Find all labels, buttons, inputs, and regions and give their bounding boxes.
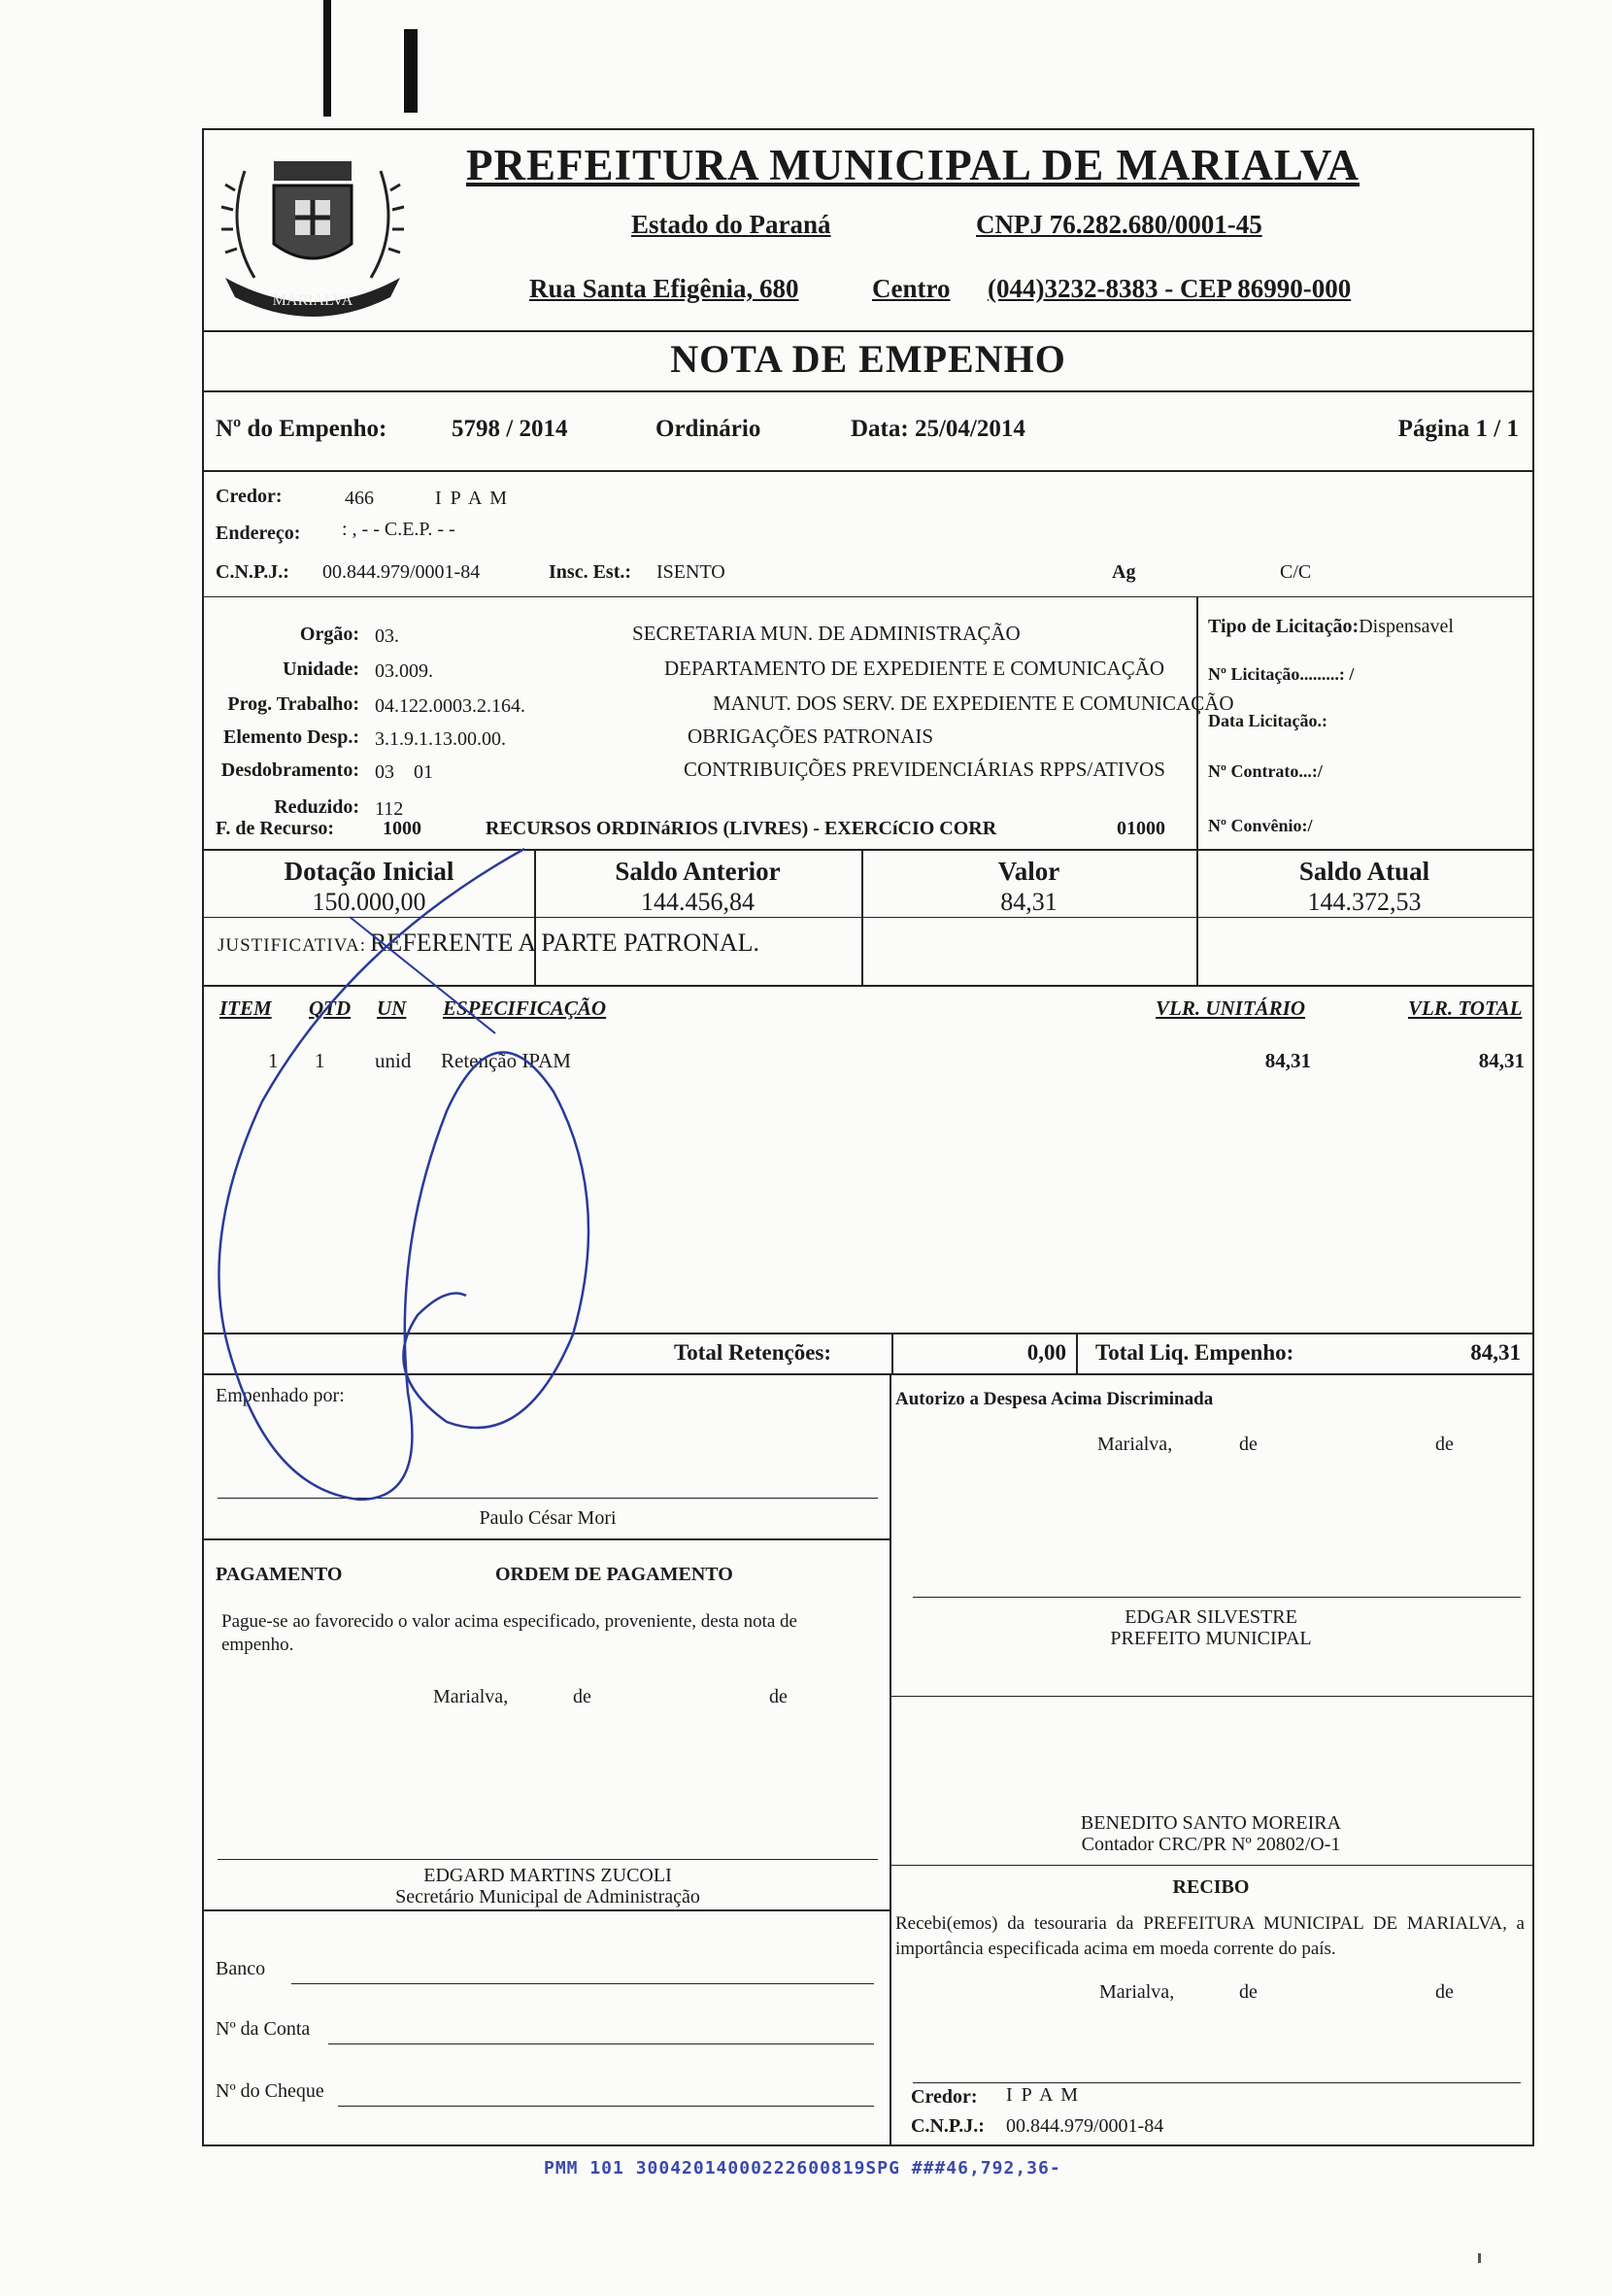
recibo-de1: de (1239, 1981, 1258, 2003)
pagamento-label: PAGAMENTO (216, 1564, 343, 1585)
saldo-label: Dotação Inicial (284, 857, 454, 886)
class-desc: OBRIGAÇÕES PATRONAIS (688, 725, 934, 748)
prefeito-title: PREFEITO MUNICIPAL (1110, 1628, 1312, 1649)
empenho-num-label: Nº do Empenho: (216, 416, 387, 442)
contrato-num: Nº Contrato...:/ (1208, 761, 1323, 781)
autorizo-place: Marialva, (1097, 1434, 1173, 1455)
endereco-label: Endereço: (216, 523, 301, 544)
class-code: 3.1.9.1.13.00.00. (375, 728, 506, 750)
saldo-value: 144.456,84 (641, 888, 755, 916)
saldo-value: 150.000,00 (312, 888, 426, 916)
cheque-label: Nº do Cheque (216, 2080, 324, 2102)
punch-mark-2 (404, 29, 418, 113)
empenho-num: 5798 / 2014 (452, 416, 568, 442)
recibo-de2: de (1435, 1981, 1454, 2003)
recibo-label: RECIBO (1172, 1876, 1250, 1898)
contador-title: Contador CRC/PR Nº 20802/O-1 (1081, 1834, 1341, 1855)
justificativa (218, 929, 759, 958)
pagamento-de1: de (573, 1686, 591, 1707)
col-espec: ESPECIFICAÇÃO (443, 996, 607, 1020)
saldo-value: 84,31 (1000, 888, 1058, 916)
total-liq-label: Total Liq. Empenho: (1095, 1340, 1294, 1365)
recurso-label: F. de Recurso: (216, 818, 335, 839)
col-item: ITEM (219, 996, 272, 1020)
class-label: Orgão: (299, 624, 359, 645)
contador-name: BENEDITO SANTO MOREIRA (1080, 1812, 1342, 1834)
header-district: Centro (872, 274, 951, 303)
class-code: 04.122.0003.2.164. (375, 695, 525, 717)
item-qtd: 1 (315, 1049, 325, 1072)
convenio-num: Nº Convênio:/ (1208, 816, 1313, 835)
class-code: 112 (375, 798, 404, 820)
punch-mark (323, 0, 331, 117)
autorizo-label: Autorizo a Despesa Acima Discriminada (895, 1389, 1214, 1409)
header-phone: (044)3232-8383 - CEP 86990-000 (988, 274, 1352, 303)
secretario-title: Secretário Municipal de Administração (395, 1886, 700, 1908)
total-retencoes-label: Total Retenções: (674, 1340, 832, 1365)
class-desc: MANUT. DOS SERV. DE EXPEDIENTE E COMUNICAÇÃO (713, 692, 1234, 715)
credor-name: I P A M (435, 488, 510, 509)
class-label: Desdobramento: (220, 760, 359, 781)
insc-value: ISENTO (656, 561, 725, 583)
recurso-code: 1000 (383, 818, 421, 839)
autorizo-de2: de (1435, 1434, 1454, 1455)
pagamento-de2: de (769, 1686, 788, 1707)
tipo-licitacao-value: Dispensavel (1359, 616, 1454, 637)
class-code: 03 01 (375, 761, 433, 783)
recibo-cnpj-value: 00.844.979/0001-84 (1006, 2115, 1164, 2137)
class-desc: SECRETARIA MUN. DE ADMINISTRAÇÃO (632, 622, 1021, 645)
recurso-code2: 01000 (1117, 818, 1165, 839)
document-frame (202, 128, 1534, 2146)
conta-label: Nº da Conta (216, 2018, 311, 2040)
class-label: Reduzido: (274, 796, 359, 818)
justificativa-text: REFERENTE A PARTE PATRONAL. (370, 929, 760, 957)
prefeito-name: EDGAR SILVESTRE (1125, 1606, 1297, 1628)
col-unit: VLR. UNITÁRIO (1156, 996, 1306, 1020)
pagamento-text: Pague-se ao favorecido o valor acima especificado, proveniente, desta nota de empenho. (221, 1611, 797, 1655)
item-item: 1 (268, 1049, 279, 1072)
tipo-licitacao-label-text: Tipo de Licitação: (1208, 616, 1360, 637)
col-qtd: QTD (309, 996, 352, 1020)
ag-label: Ag (1112, 561, 1136, 583)
empenhado-name: Paulo César Mori (479, 1507, 617, 1529)
state-label: Estado do Paraná (631, 210, 831, 239)
cnpj-label: C.N.P.J.: (216, 561, 289, 583)
recibo-credor-label: Credor: (911, 2086, 978, 2108)
header-cnpj: CNPJ 76.282.680/0001-45 (976, 210, 1262, 239)
cc-label: C/C (1280, 561, 1312, 583)
pagamento-place: Marialva, (433, 1686, 509, 1707)
col-un: UN (377, 996, 407, 1020)
class-label: Prog. Trabalho: (227, 693, 359, 715)
recibo-cnpj-label: C.N.P.J.: (911, 2115, 985, 2137)
page-title: PREFEITURA MUNICIPAL DE MARIALVA (465, 141, 1360, 189)
item-unit: 84,31 (1264, 1049, 1311, 1072)
empenho-type: Ordinário (655, 416, 761, 442)
doc-title: NOTA DE EMPENHO (670, 337, 1066, 381)
ordem-pagamento-label: ORDEM DE PAGAMENTO (495, 1564, 733, 1585)
credor-code: 466 (345, 488, 374, 509)
item-espec: Retenção IPAM (441, 1049, 571, 1072)
saldo-value: 144.372,53 (1307, 888, 1422, 916)
endereco-value: : , - - C.E.P. - - (342, 519, 455, 540)
scan-dot (1478, 2253, 1481, 2263)
col-total: VLR. TOTAL (1408, 996, 1523, 1020)
class-code: 03.009. (375, 660, 433, 682)
licitacao-data: Data Licitação.: (1208, 711, 1327, 730)
tipo-licitacao-label (1208, 616, 1454, 638)
class-code: 03. (375, 625, 399, 647)
saldo-label: Valor (997, 857, 1060, 886)
recibo-text: Recebi(emos) da tesouraria da PREFEITURA MUNICIPAL DE MARIALVA, a importância especificada acima em moeda corrente do país. (895, 1913, 1525, 1959)
empenhado-label: Empenhado por: (216, 1385, 345, 1406)
class-desc: CONTRIBUIÇÕES PREVIDENCIÁRIAS RPPS/ATIVOS (684, 758, 1165, 781)
credor-label: Credor: (216, 486, 283, 507)
licitacao-num: Nº Licitação.........: / (1208, 664, 1355, 684)
class-desc: DEPARTAMENTO DE EXPEDIENTE E COMUNICAÇÃO (664, 657, 1165, 680)
total-retencoes-value: 0,00 (1026, 1340, 1066, 1365)
empenho-date: Data: 25/04/2014 (851, 416, 1025, 442)
cnpj-value: 00.844.979/0001-84 (322, 561, 481, 583)
saldo-label: Saldo Atual (1298, 857, 1430, 886)
total-liq-value: 84,31 (1470, 1340, 1521, 1365)
item-un: unid (375, 1049, 412, 1072)
header-street: Rua Santa Efigênia, 680 (529, 274, 799, 303)
seal-text: MARIALVA (272, 292, 353, 309)
recibo-credor-name: I P A M (1006, 2084, 1081, 2106)
banco-label: Banco (216, 1958, 266, 1979)
item-total: 84,31 (1478, 1049, 1525, 1072)
insc-label: Insc. Est.: (549, 561, 632, 583)
municipal-seal (206, 132, 420, 326)
class-label: Elemento Desp.: (223, 726, 359, 748)
saldo-label: Saldo Anterior (615, 857, 781, 886)
recibo-place: Marialva, (1099, 1981, 1175, 2003)
recurso-desc: RECURSOS ORDINáRIOS (LIVRES) - EXERCíCIO CORR (486, 818, 997, 839)
justificativa-label: JUSTIFICATIVA: (218, 935, 367, 956)
class-label: Unidade: (283, 658, 359, 680)
autorizo-de1: de (1239, 1434, 1258, 1455)
secretario-name: EDGARD MARTINS ZUCOLI (423, 1865, 672, 1886)
bottom-stamp: PMM 101 30042014000222600819SPG ###46,792,36- (544, 2158, 1061, 2178)
page-number: Página 1 / 1 (1397, 416, 1519, 442)
